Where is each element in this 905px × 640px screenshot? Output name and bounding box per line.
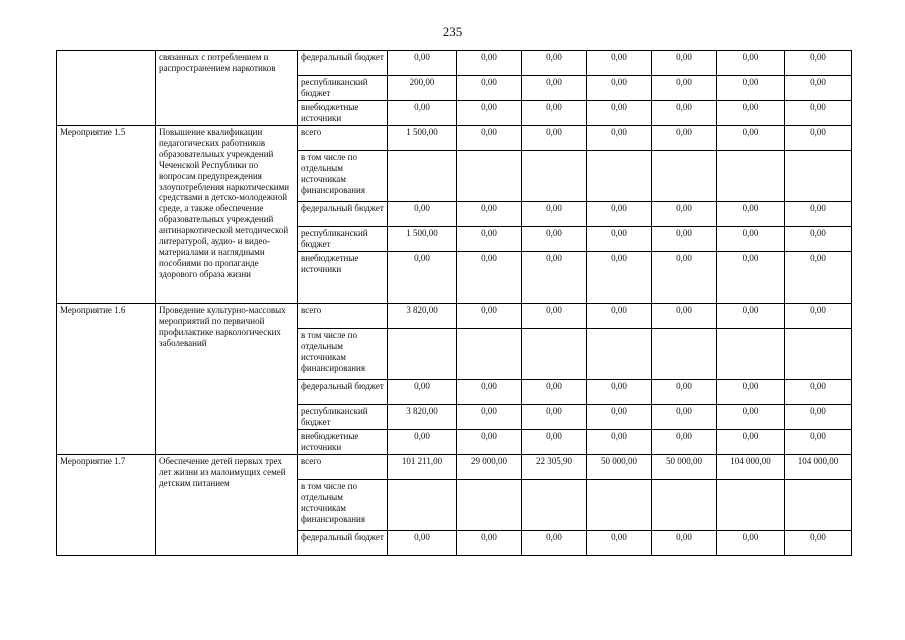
amount-cell [522, 151, 587, 202]
amount-cell: 0,00 [388, 531, 457, 556]
amount-cell: 0,00 [587, 380, 652, 405]
funding-source: всего [298, 126, 388, 151]
funding-source: федеральный бюджет [298, 380, 388, 405]
measure-name: Повышение квалификации педагогических работников образовательных учреждений Чеченской Республики по вопросам предупреждения злоупотребления наркотическими средствами в детско-молодежной среде, а также обеспечение образовательных учреждений антинаркотической методической литературой, аудио- и видео-материалами и наглядными пособиями по пропаганде здорового образа жизни [156, 126, 298, 304]
amount-cell [457, 329, 522, 380]
measure-name: Проведение культурно-массовых мероприятий по первичной профилактике наркологических заболеваний [156, 304, 298, 455]
amount-cell: 0,00 [457, 405, 522, 430]
funding-source: внебюджетные источники [298, 430, 388, 455]
amount-cell [785, 480, 852, 531]
measure-code: Мероприятие 1.7 [57, 455, 156, 556]
amount-cell: 0,00 [785, 227, 852, 252]
amount-cell [785, 329, 852, 380]
table-body [57, 51, 852, 556]
amount-cell: 0,00 [587, 252, 652, 304]
amount-cell: 0,00 [652, 202, 717, 227]
amount-cell: 0,00 [785, 304, 852, 329]
amount-cell: 0,00 [457, 380, 522, 405]
funding-source: в том числе по отдельным источникам финансирования [298, 151, 388, 202]
amount-cell: 22 305,90 [522, 455, 587, 480]
amount-cell [457, 480, 522, 531]
amount-cell [388, 480, 457, 531]
amount-cell: 0,00 [457, 304, 522, 329]
amount-cell: 0,00 [785, 252, 852, 304]
measure-code: Мероприятие 1.6 [57, 304, 156, 455]
amount-cell: 0,00 [522, 304, 587, 329]
amount-cell: 0,00 [652, 430, 717, 455]
amount-cell: 0,00 [587, 405, 652, 430]
amount-cell: 0,00 [717, 126, 785, 151]
amount-cell: 0,00 [522, 202, 587, 227]
amount-cell: 0,00 [388, 101, 457, 126]
amount-cell: 29 000,00 [457, 455, 522, 480]
amount-cell [522, 480, 587, 531]
amount-cell: 0,00 [522, 101, 587, 126]
funding-source: федеральный бюджет [298, 531, 388, 556]
amount-cell [587, 480, 652, 531]
amount-cell: 0,00 [457, 252, 522, 304]
amount-cell: 0,00 [388, 51, 457, 76]
financing-table [56, 50, 852, 556]
measure-name: Обеспечение детей первых трех лет жизни из малоимущих семей детским питанием [156, 455, 298, 556]
table-row [57, 126, 852, 151]
amount-cell [652, 329, 717, 380]
amount-cell: 0,00 [587, 101, 652, 126]
amount-cell [388, 329, 457, 380]
amount-cell: 0,00 [587, 304, 652, 329]
amount-cell: 0,00 [522, 227, 587, 252]
amount-cell: 0,00 [522, 405, 587, 430]
amount-cell: 0,00 [587, 76, 652, 101]
amount-cell: 0,00 [785, 51, 852, 76]
amount-cell: 0,00 [717, 227, 785, 252]
amount-cell: 0,00 [388, 380, 457, 405]
amount-cell: 0,00 [652, 51, 717, 76]
amount-cell: 0,00 [388, 202, 457, 227]
amount-cell: 0,00 [785, 202, 852, 227]
measure-code [57, 51, 156, 126]
amount-cell: 3 820,00 [388, 405, 457, 430]
funding-source: в том числе по отдельным источникам финансирования [298, 329, 388, 380]
amount-cell: 0,00 [652, 101, 717, 126]
amount-cell: 0,00 [457, 227, 522, 252]
amount-cell: 0,00 [652, 304, 717, 329]
amount-cell: 0,00 [587, 531, 652, 556]
funding-source: республиканский бюджет [298, 76, 388, 101]
measure-name: связанных с потреблением и распространением наркотиков [156, 51, 298, 126]
amount-cell: 0,00 [522, 380, 587, 405]
amount-cell: 50 000,00 [587, 455, 652, 480]
amount-cell: 0,00 [717, 531, 785, 556]
amount-cell: 0,00 [457, 51, 522, 76]
amount-cell: 0,00 [652, 76, 717, 101]
amount-cell: 0,00 [717, 304, 785, 329]
amount-cell: 0,00 [587, 126, 652, 151]
amount-cell: 0,00 [388, 430, 457, 455]
amount-cell: 0,00 [457, 430, 522, 455]
amount-cell [652, 480, 717, 531]
table-row [57, 51, 852, 76]
funding-source: внебюджетные источники [298, 101, 388, 126]
amount-cell: 0,00 [785, 101, 852, 126]
amount-cell [587, 329, 652, 380]
amount-cell: 101 211,00 [388, 455, 457, 480]
amount-cell: 0,00 [587, 227, 652, 252]
table-row [57, 304, 852, 329]
amount-cell: 1 500,00 [388, 227, 457, 252]
amount-cell: 0,00 [652, 227, 717, 252]
amount-cell [717, 151, 785, 202]
amount-cell [717, 329, 785, 380]
amount-cell: 0,00 [785, 126, 852, 151]
amount-cell [652, 151, 717, 202]
amount-cell: 0,00 [388, 252, 457, 304]
amount-cell [388, 151, 457, 202]
page-number: 235 [442, 24, 463, 39]
amount-cell: 0,00 [652, 252, 717, 304]
funding-source: федеральный бюджет [298, 51, 388, 76]
amount-cell: 0,00 [717, 51, 785, 76]
amount-cell: 0,00 [587, 51, 652, 76]
amount-cell [785, 151, 852, 202]
amount-cell: 0,00 [717, 430, 785, 455]
amount-cell: 0,00 [522, 76, 587, 101]
amount-cell: 0,00 [785, 531, 852, 556]
amount-cell: 0,00 [785, 380, 852, 405]
amount-cell: 0,00 [522, 531, 587, 556]
funding-source: в том числе по отдельным источникам финансирования [298, 480, 388, 531]
amount-cell: 0,00 [457, 531, 522, 556]
funding-source: всего [298, 455, 388, 480]
amount-cell: 0,00 [717, 380, 785, 405]
amount-cell: 0,00 [785, 76, 852, 101]
amount-cell: 0,00 [717, 101, 785, 126]
amount-cell: 0,00 [522, 126, 587, 151]
amount-cell [457, 151, 522, 202]
funding-source: федеральный бюджет [298, 202, 388, 227]
funding-source: республиканский бюджет [298, 227, 388, 252]
amount-cell: 0,00 [717, 405, 785, 430]
amount-cell: 0,00 [587, 202, 652, 227]
amount-cell: 0,00 [457, 202, 522, 227]
amount-cell: 200,00 [388, 76, 457, 101]
amount-cell: 0,00 [717, 76, 785, 101]
amount-cell [587, 151, 652, 202]
amount-cell: 0,00 [522, 252, 587, 304]
amount-cell: 0,00 [652, 405, 717, 430]
amount-cell: 0,00 [785, 405, 852, 430]
amount-cell: 0,00 [587, 430, 652, 455]
amount-cell: 0,00 [652, 126, 717, 151]
amount-cell: 0,00 [652, 531, 717, 556]
amount-cell: 0,00 [717, 202, 785, 227]
amount-cell [717, 480, 785, 531]
amount-cell: 0,00 [457, 101, 522, 126]
amount-cell: 0,00 [785, 430, 852, 455]
table-row [57, 455, 852, 480]
funding-source: внебюджетные источники [298, 252, 388, 304]
funding-source: республиканский бюджет [298, 405, 388, 430]
amount-cell: 104 000,00 [717, 455, 785, 480]
amount-cell: 3 820,00 [388, 304, 457, 329]
amount-cell: 50 000,00 [652, 455, 717, 480]
amount-cell: 1 500,00 [388, 126, 457, 151]
amount-cell: 104 000,00 [785, 455, 852, 480]
amount-cell: 0,00 [652, 380, 717, 405]
amount-cell: 0,00 [522, 51, 587, 76]
amount-cell: 0,00 [457, 76, 522, 101]
amount-cell: 0,00 [522, 430, 587, 455]
amount-cell: 0,00 [717, 252, 785, 304]
funding-source: всего [298, 304, 388, 329]
amount-cell: 0,00 [457, 126, 522, 151]
measure-code: Мероприятие 1.5 [57, 126, 156, 304]
amount-cell [522, 329, 587, 380]
